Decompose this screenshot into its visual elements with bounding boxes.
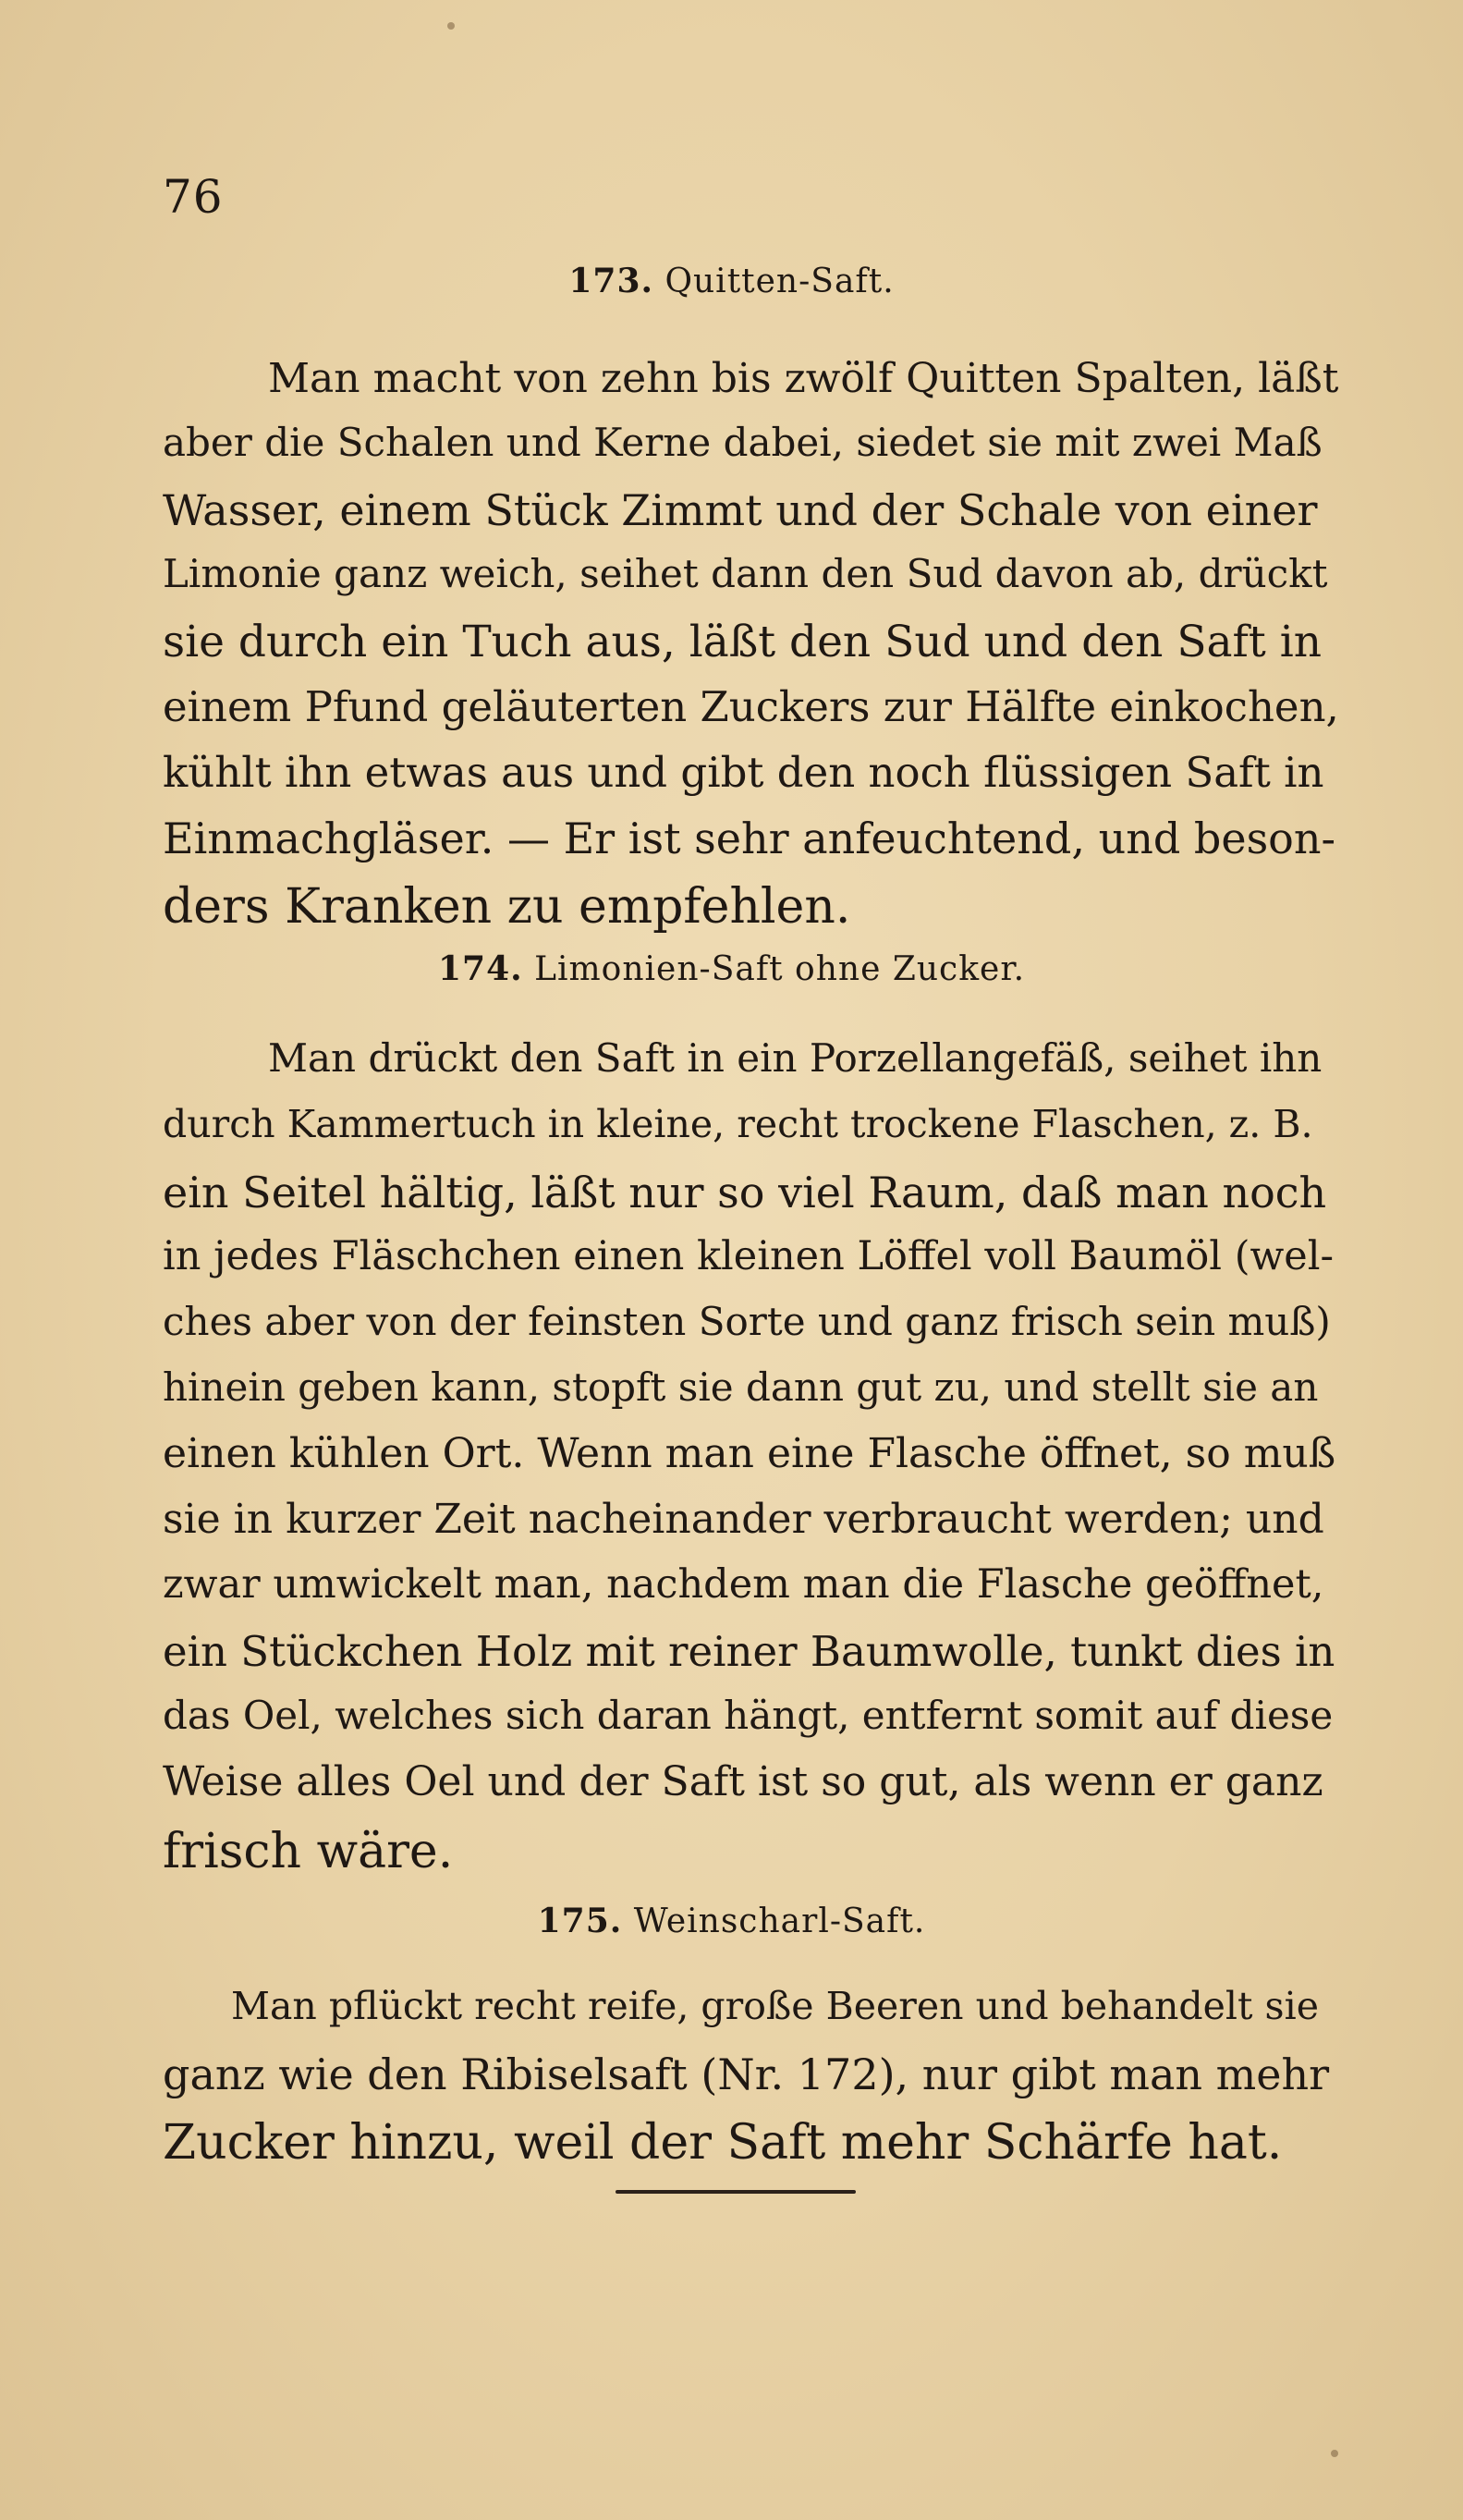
paper-speck — [1331, 2450, 1338, 2457]
recipe-174-line-11: das Oel, welches sich daran hängt, entfernt somit auf diese — [163, 1693, 1334, 1738]
recipe-173-title-text: Quitten-Saft. — [664, 263, 895, 300]
recipe-174-line-3: ein Seitel hältig, läßt nur so viel Raum, daß man noch — [163, 1168, 1327, 1217]
recipe-174-line-13: frisch wäre. — [163, 1824, 454, 1879]
page-number: 76 — [163, 170, 224, 224]
paper-speck — [447, 22, 455, 30]
recipe-174-line-8: sie in kurzer Zeit nacheinander verbraucht werden; und — [163, 1496, 1324, 1543]
recipe-173-line-4: Limonie ganz weich, seihet dann den Sud davon ab, drückt — [163, 551, 1328, 596]
recipe-174-title — [0, 949, 1463, 988]
recipe-174-title-text: Limonien-Saft ohne Zucker. — [534, 950, 1026, 988]
recipe-174-line-6: hinein geben kann, stopft sie dann gut zu, und stellt sie an — [163, 1364, 1319, 1410]
recipe-174-line-9: zwar umwickelt man, nachdem man die Flasche geöffnet, — [163, 1561, 1324, 1608]
recipe-173-line-9: ders Kranken zu empfehlen. — [163, 879, 851, 935]
recipe-174-line-4: in jedes Fläschchen einen kleinen Löffel voll Baumöl (wel- — [163, 1233, 1335, 1279]
recipe-173-title — [0, 264, 1463, 299]
recipe-173-line-7: kühlt ihn etwas aus und gibt den noch flüssigen Saft in — [163, 748, 1324, 797]
recipe-174-number: 174. — [437, 949, 523, 988]
recipe-173-line-8: Einmachgläser. — Er ist sehr anfeuchtend, und beson- — [163, 813, 1336, 863]
recipe-173-line-6: einem Pfund geläuterten Zuckers zur Hälfte einkochen, — [163, 682, 1339, 731]
recipe-174-line-5: ches aber von der feinsten Sorte und ganz frisch sein muß) — [163, 1299, 1331, 1344]
recipe-175-line-2: ganz wie den Ribiselsaft (Nr. 172), nur gibt man mehr — [163, 2049, 1330, 2099]
recipe-175-title-text: Weinscharl-Saft. — [633, 1902, 926, 1940]
recipe-175-number: 175. — [537, 1902, 623, 1940]
recipe-173-line-5: sie durch ein Tuch aus, läßt den Sud und den Saft in — [163, 617, 1323, 667]
end-divider — [616, 2190, 856, 2194]
recipe-174-line-7: einen kühlen Ort. Wenn man eine Flasche öffnet, so muß — [163, 1430, 1336, 1477]
recipe-175-line-3: Zucker hinzu, weil der Saft mehr Schärfe hat. — [163, 2115, 1283, 2171]
recipe-175-title — [0, 1904, 1463, 1939]
recipe-173-line-3: Wasser, einem Stück Zimmt und der Schale von einer — [163, 485, 1318, 535]
recipe-173-line-2: aber die Schalen und Kerne dabei, siedet sie mit zwei Maß — [163, 420, 1323, 465]
recipe-174-line-2: durch Kammertuch in kleine, recht trockene Flaschen, z. B. — [163, 1102, 1313, 1146]
recipe-174-line-10: ein Stückchen Holz mit reiner Baumwolle, tunkt dies in — [163, 1627, 1335, 1676]
recipe-173-number: 173. — [568, 262, 654, 300]
recipe-174-line-1: Man drückt den Saft in ein Porzellangefäß, seihet ihn — [268, 1035, 1323, 1081]
recipe-173-line-1: Man macht von zehn bis zwölf Quitten Spalten, läßt — [268, 355, 1339, 402]
recipe-175-line-1: Man pflückt recht reife, große Beeren und behandelt sie — [231, 1984, 1319, 2028]
recipe-174-line-12: Weise alles Oel und der Saft ist so gut, als wenn er ganz — [163, 1758, 1323, 1805]
